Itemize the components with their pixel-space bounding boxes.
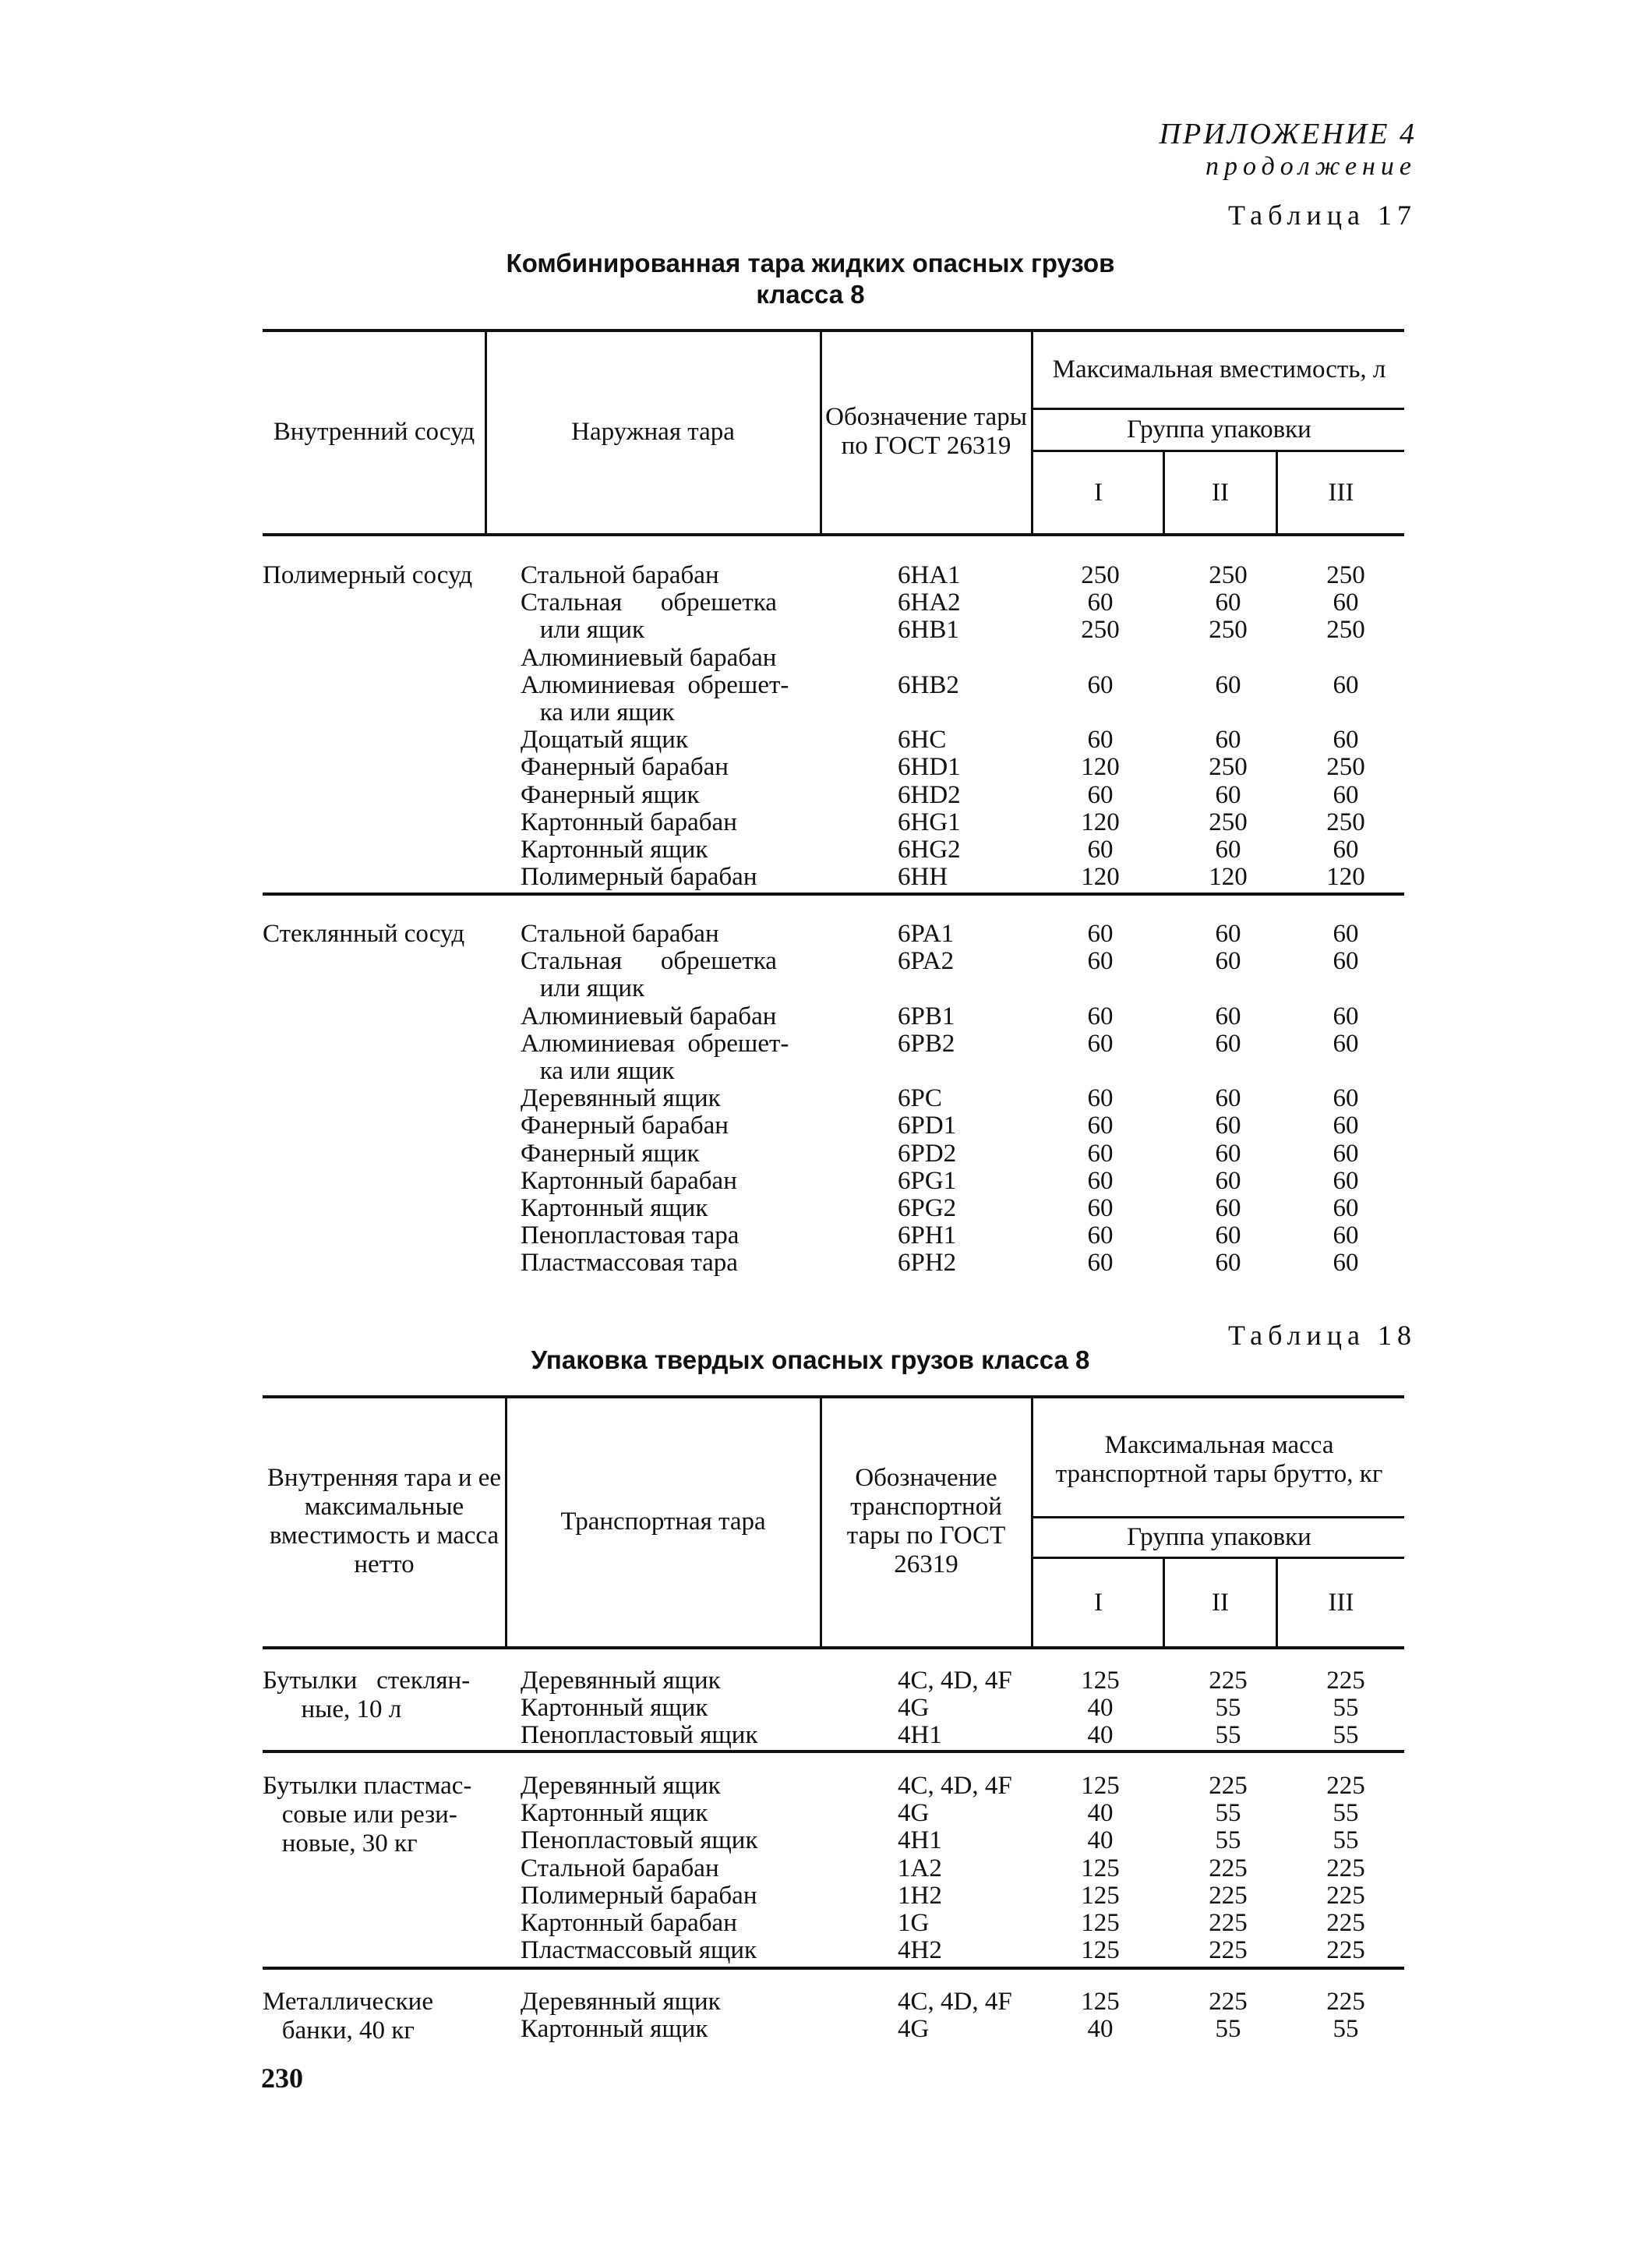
code-cell: 6PB1: [898, 1002, 955, 1030]
group-1-value-cell: 250: [1081, 616, 1120, 645]
code-cell: 4C, 4D, 4F: [898, 1667, 1012, 1695]
group-1-value-cell: 125: [1081, 1988, 1120, 2016]
outer-packaging-cell: или ящик: [521, 616, 645, 645]
outer-packaging-cell: Алюминиевая обрешет-: [521, 670, 789, 699]
group-1-value-cell: 60: [1087, 1221, 1114, 1250]
group-3-value-cell: 250: [1326, 616, 1365, 645]
group-3-value-cell: 55: [1333, 1721, 1359, 1750]
group-3-value-cell: 55: [1333, 1826, 1359, 1855]
code-cell: 4H1: [898, 1721, 942, 1750]
table-17-group-2: II: [1212, 478, 1229, 507]
table-17-col-code: Обозначение тары по ГОСТ 26319: [825, 403, 1027, 460]
group-2-value-cell: 60: [1215, 589, 1241, 617]
table-18-label: Таблица 18: [1228, 1320, 1417, 1351]
section-inner-label: Бутылки стеклян- ные, 10 л: [263, 1667, 471, 1723]
group-1-value-cell: 125: [1081, 1881, 1120, 1910]
group-1-value-cell: 60: [1087, 1002, 1114, 1030]
code-cell: 6PG2: [898, 1194, 957, 1222]
table-18-title: Упаковка твердых опасных грузов класса 8: [531, 1345, 1090, 1374]
group-2-value-cell: 60: [1215, 670, 1241, 699]
group-1-value-cell: 120: [1081, 808, 1120, 836]
group-1-value-cell: 60: [1087, 1029, 1114, 1058]
group-2-value-cell: 60: [1215, 780, 1241, 809]
group-2-value-cell: 225: [1209, 1667, 1248, 1695]
group-3-value-cell: 225: [1326, 1667, 1365, 1695]
code-cell: 4G: [898, 2015, 930, 2044]
group-1-value-cell: 60: [1087, 670, 1114, 699]
group-2-value-cell: 60: [1215, 1002, 1241, 1030]
outer-packaging-cell: Алюминиевый барабан: [521, 1002, 777, 1030]
code-cell: 4H2: [898, 1936, 942, 1965]
table-17-title: [436, 248, 1184, 310]
group-2-value-cell: 60: [1215, 1249, 1241, 1278]
group-3-value-cell: 60: [1333, 947, 1359, 976]
table-18-section-rule: [263, 1750, 1404, 1753]
group-2-value-cell: 225: [1209, 1988, 1248, 2016]
group-2-value-cell: 60: [1215, 726, 1241, 755]
group-1-value-cell: 120: [1081, 753, 1120, 782]
table-17-divider: [820, 329, 822, 533]
section-inner-label: Стеклянный сосуд: [263, 920, 465, 948]
group-3-value-cell: 60: [1333, 1112, 1359, 1140]
code-cell: 6HB1: [898, 616, 959, 645]
group-3-value-cell: 55: [1333, 2015, 1359, 2044]
outer-packaging-cell: Деревянный ящик: [521, 1988, 721, 2016]
group-3-value-cell: 60: [1333, 1029, 1359, 1058]
group-2-value-cell: 55: [1215, 1826, 1241, 1855]
page-number: 230: [261, 2062, 303, 2094]
code-cell: 4C, 4D, 4F: [898, 1772, 1012, 1800]
group-3-value-cell: 225: [1326, 1909, 1365, 1937]
group-3-value-cell: 60: [1333, 920, 1359, 948]
code-cell: 6HA2: [898, 589, 961, 617]
outer-packaging-cell: Алюминиевый барабан: [521, 643, 777, 672]
group-3-value-cell: 250: [1326, 561, 1365, 589]
group-3-value-cell: 225: [1326, 1772, 1365, 1800]
group-3-value-cell: 60: [1333, 1002, 1359, 1030]
code-cell: 4H1: [898, 1826, 942, 1855]
table-17-section-rule: [263, 893, 1404, 896]
outer-packaging-cell: Картонный ящик: [521, 2015, 708, 2044]
table-18-group-3: III: [1328, 1588, 1354, 1617]
group-3-value-cell: 225: [1326, 1988, 1365, 2016]
table-18-col-max: Максимальная масса транспортной тары брутто, кг: [1055, 1431, 1383, 1488]
outer-packaging-cell: Картонный барабан: [521, 1166, 737, 1195]
outer-packaging-cell: или ящик: [521, 974, 645, 1003]
group-2-value-cell: 60: [1215, 1029, 1241, 1058]
group-3-value-cell: 60: [1333, 670, 1359, 699]
code-cell: 6HD1: [898, 753, 961, 782]
code-cell: 6PA2: [898, 947, 955, 976]
group-1-value-cell: 60: [1087, 1166, 1114, 1195]
group-2-value-cell: 60: [1215, 947, 1241, 976]
outer-packaging-cell: Полимерный барабан: [521, 863, 757, 892]
code-cell: 1H2: [898, 1881, 942, 1910]
outer-packaging-cell: Дощатый ящик: [521, 726, 688, 755]
outer-packaging-cell: ка или ящик: [521, 698, 675, 726]
code-cell: 6HH: [898, 863, 948, 892]
group-2-value-cell: 60: [1215, 1112, 1241, 1140]
group-1-value-cell: 40: [1087, 1799, 1114, 1828]
group-1-value-cell: 60: [1087, 1139, 1114, 1168]
group-2-value-cell: 60: [1215, 836, 1241, 864]
section-inner-label: Полимерный сосуд: [263, 561, 473, 589]
code-cell: 6PC: [898, 1084, 942, 1113]
table-17-col-max: Максимальная вместимость, л: [1052, 355, 1386, 384]
table-17-divider: [485, 329, 487, 533]
table-17-group-3: III: [1328, 478, 1354, 507]
code-cell: 6HA1: [898, 561, 961, 589]
group-3-value-cell: 55: [1333, 1694, 1359, 1723]
group-2-value-cell: 60: [1215, 1221, 1241, 1250]
outer-packaging-cell: Фанерный барабан: [521, 753, 729, 782]
outer-packaging-cell: Пенопластовая тара: [521, 1221, 740, 1250]
group-2-value-cell: 60: [1215, 1139, 1241, 1168]
group-1-value-cell: 60: [1087, 1084, 1114, 1113]
code-cell: 6PH1: [898, 1221, 957, 1250]
outer-packaging-cell: Фанерный ящик: [521, 1139, 700, 1168]
code-cell: 6HB2: [898, 670, 959, 699]
table-17-label: Таблица 17: [1228, 200, 1417, 231]
table-18-section-rule: [263, 1967, 1404, 1970]
outer-packaging-cell: Пенопластовый ящик: [521, 1826, 758, 1855]
outer-packaging-cell: Пластмассовый ящик: [521, 1936, 757, 1965]
code-cell: 6HC: [898, 726, 947, 755]
group-3-value-cell: 55: [1333, 1799, 1359, 1828]
appendix-heading: ПРИЛОЖЕНИЕ 4: [1159, 118, 1417, 150]
group-3-value-cell: 60: [1333, 726, 1359, 755]
code-cell: 6PA1: [898, 920, 955, 948]
group-3-value-cell: 60: [1333, 1166, 1359, 1195]
table-18-col-inner: Внутренняя тара и ее максимальные вместимость и масса нетто: [267, 1464, 502, 1578]
code-cell: 4G: [898, 1694, 930, 1723]
table-18-group-2: II: [1212, 1588, 1229, 1617]
code-cell: 6HD2: [898, 780, 961, 809]
group-3-value-cell: 250: [1326, 753, 1365, 782]
table-17-group-1: I: [1094, 478, 1103, 507]
code-cell: 1A2: [898, 1854, 942, 1882]
outer-packaging-cell: Стальной барабан: [521, 1854, 719, 1882]
table-18-col-code: Обозначение транспортной тары по ГОСТ 26319: [846, 1464, 1006, 1578]
table-18-divider: [1031, 1395, 1033, 1646]
outer-packaging-cell: Картонный ящик: [521, 1194, 708, 1222]
group-2-value-cell: 225: [1209, 1772, 1248, 1800]
group-1-value-cell: 120: [1081, 863, 1120, 892]
group-2-value-cell: 60: [1215, 1166, 1241, 1195]
group-1-value-cell: 60: [1087, 726, 1114, 755]
outer-packaging-cell: ка или ящик: [521, 1057, 675, 1085]
group-1-value-cell: 40: [1087, 1826, 1114, 1855]
table-18-group-1: I: [1094, 1588, 1103, 1617]
group-1-value-cell: 60: [1087, 947, 1114, 976]
group-1-value-cell: 60: [1087, 589, 1114, 617]
outer-packaging-cell: Полимерный барабан: [521, 1881, 757, 1910]
outer-packaging-cell: Картонный ящик: [521, 836, 708, 864]
group-3-value-cell: 250: [1326, 808, 1365, 836]
group-2-value-cell: 55: [1215, 1694, 1241, 1723]
group-2-value-cell: 225: [1209, 1909, 1248, 1937]
outer-packaging-cell: Пластмассовая тара: [521, 1249, 738, 1278]
outer-packaging-cell: Стальной барабан: [521, 920, 719, 948]
group-3-value-cell: 60: [1333, 780, 1359, 809]
outer-packaging-cell: Фанерный барабан: [521, 1112, 729, 1140]
section-inner-label: Бутылки пластмас- совые или рези- новые, 30 кг: [263, 1772, 472, 1857]
table-17-title-line1: Комбинированная тара жидких опасных грузов: [506, 249, 1115, 277]
outer-packaging-cell: Картонный барабан: [521, 1909, 737, 1937]
group-3-value-cell: 60: [1333, 836, 1359, 864]
group-3-value-cell: 60: [1333, 1139, 1359, 1168]
continuation-label: продолжение: [1205, 152, 1417, 181]
group-3-value-cell: 120: [1326, 863, 1365, 892]
group-1-value-cell: 40: [1087, 1694, 1114, 1723]
code-cell: 6HG1: [898, 808, 961, 836]
code-cell: 6PB2: [898, 1029, 955, 1058]
group-2-value-cell: 120: [1209, 863, 1248, 892]
group-1-value-cell: 60: [1087, 836, 1114, 864]
group-1-value-cell: 125: [1081, 1936, 1120, 1965]
group-2-value-cell: 55: [1215, 1799, 1241, 1828]
group-2-value-cell: 60: [1215, 1194, 1241, 1222]
table-18-divider: [505, 1395, 507, 1646]
group-3-value-cell: 60: [1333, 1194, 1359, 1222]
group-2-value-cell: 60: [1215, 920, 1241, 948]
table-18-col-outer: Транспортная тара: [560, 1507, 766, 1536]
outer-packaging-cell: Алюминиевая обрешет-: [521, 1029, 789, 1058]
outer-packaging-cell: Картонный ящик: [521, 1694, 708, 1723]
table-17-col-outer: Наружная тара: [571, 417, 735, 446]
group-1-value-cell: 125: [1081, 1909, 1120, 1937]
code-cell: 6PD1: [898, 1112, 957, 1140]
table-17-title-line2: класса 8: [756, 280, 865, 309]
table-17-header-rule: [263, 533, 1404, 536]
code-cell: 1G: [898, 1909, 930, 1937]
group-1-value-cell: 60: [1087, 1112, 1114, 1140]
section-inner-label: Металлические банки, 40 кг: [263, 1988, 433, 2045]
group-1-value-cell: 60: [1087, 780, 1114, 809]
group-3-value-cell: 60: [1333, 1221, 1359, 1250]
table-18-col-group: Группа упаковки: [1127, 1522, 1311, 1551]
group-1-value-cell: 60: [1087, 1249, 1114, 1278]
table-18-header-rule: [263, 1646, 1404, 1649]
group-1-value-cell: 125: [1081, 1772, 1120, 1800]
table-17-divider: [1031, 329, 1033, 533]
outer-packaging-cell: Картонный барабан: [521, 808, 737, 836]
group-1-value-cell: 60: [1087, 1194, 1114, 1222]
outer-packaging-cell: Деревянный ящик: [521, 1667, 721, 1695]
code-cell: 6HG2: [898, 836, 961, 864]
group-1-value-cell: 60: [1087, 920, 1114, 948]
table-18-divider: [820, 1395, 822, 1646]
group-3-value-cell: 225: [1326, 1854, 1365, 1882]
code-cell: 6PG1: [898, 1166, 957, 1195]
code-cell: 6PH2: [898, 1249, 957, 1278]
group-3-value-cell: 225: [1326, 1936, 1365, 1965]
group-2-value-cell: 250: [1209, 616, 1248, 645]
group-3-value-cell: 60: [1333, 1249, 1359, 1278]
outer-packaging-cell: Стальная обрешетка: [521, 947, 777, 976]
outer-packaging-cell: Стальная обрешетка: [521, 589, 777, 617]
code-cell: 4G: [898, 1799, 930, 1828]
group-1-value-cell: 250: [1081, 561, 1120, 589]
group-3-value-cell: 225: [1326, 1881, 1365, 1910]
group-1-value-cell: 125: [1081, 1854, 1120, 1882]
group-1-value-cell: 40: [1087, 1721, 1114, 1750]
outer-packaging-cell: Картонный ящик: [521, 1799, 708, 1828]
outer-packaging-cell: Деревянный ящик: [521, 1084, 721, 1113]
group-3-value-cell: 60: [1333, 1084, 1359, 1113]
table-17-col-inner: Внутренний сосуд: [273, 417, 475, 446]
group-2-value-cell: 250: [1209, 753, 1248, 782]
group-2-value-cell: 225: [1209, 1881, 1248, 1910]
table-17-col-group: Группа упаковки: [1127, 415, 1311, 444]
group-2-value-cell: 225: [1209, 1854, 1248, 1882]
group-2-value-cell: 60: [1215, 1084, 1241, 1113]
group-1-value-cell: 125: [1081, 1667, 1120, 1695]
code-cell: 4C, 4D, 4F: [898, 1988, 1012, 2016]
group-2-value-cell: 250: [1209, 561, 1248, 589]
outer-packaging-cell: Фанерный ящик: [521, 780, 700, 809]
outer-packaging-cell: Стальной барабан: [521, 561, 719, 589]
group-2-value-cell: 225: [1209, 1936, 1248, 1965]
code-cell: 6PD2: [898, 1139, 957, 1168]
group-2-value-cell: 55: [1215, 2015, 1241, 2044]
group-3-value-cell: 60: [1333, 589, 1359, 617]
group-1-value-cell: 40: [1087, 2015, 1114, 2044]
outer-packaging-cell: Пенопластовый ящик: [521, 1721, 758, 1750]
group-2-value-cell: 55: [1215, 1721, 1241, 1750]
outer-packaging-cell: Деревянный ящик: [521, 1772, 721, 1800]
group-2-value-cell: 250: [1209, 808, 1248, 836]
